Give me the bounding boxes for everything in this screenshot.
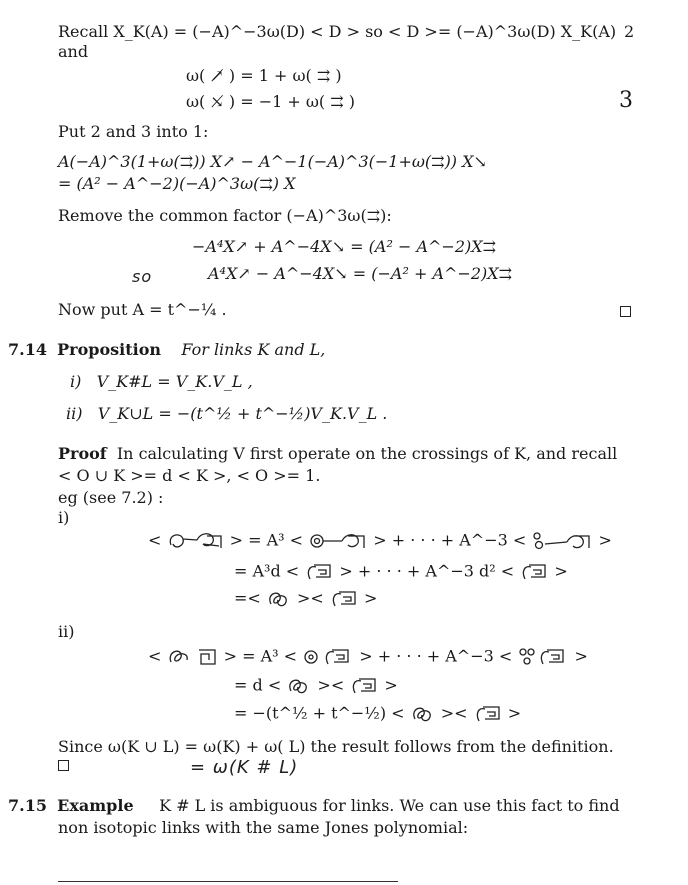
prop-text: For links K and L, [181, 340, 326, 359]
so-handwritten: so [132, 267, 153, 286]
since-line: Since ω(K ∪ L) = ω(K) + ω( L) the result follows from the definition. [58, 737, 614, 756]
knot-K-diagram [266, 588, 292, 610]
example-715-heading [8, 796, 620, 816]
prop-item-2: ii) V_K∪L = −(t^½ + t^−½)V_K.V_L . [66, 404, 388, 423]
smoothed-union-diagram [302, 646, 354, 668]
proof-line-3: eg (see 7.2) : [58, 488, 164, 507]
knot-K-diagram-3 [410, 703, 436, 725]
writhe-eq-1: ω( ↗̸ ) = 1 + ω( ⇉ ) [186, 66, 342, 85]
now-put-line: Now put A = t^−¼ . [58, 300, 227, 319]
example-line-2: non isotopic links with the same Jones polynomial: [58, 818, 469, 837]
and-line: and [58, 42, 89, 61]
bracket-eq-b1: < > = A³ < > + · · · + A^−3 < > [148, 646, 588, 668]
example-number: 7.15 [8, 796, 47, 815]
example-title: Example [57, 796, 134, 815]
link-L-diagram [304, 561, 334, 583]
disjoint-union-knot-diagram [167, 646, 219, 668]
reduced-eq-2: A⁴X↗ − A^−4X↘ = (−A² + A^−2)X⇉ [208, 264, 513, 283]
prop-number: 7.14 [8, 340, 47, 359]
bracket-eq-b2: = d < >< > [234, 675, 398, 697]
link-L-diagram-3 [329, 588, 359, 610]
unlink-knot-diagram [531, 530, 593, 552]
eq-number-3: 3 [619, 88, 633, 113]
eq-number-2: 2 [624, 22, 635, 41]
link-L-diagram-2 [519, 561, 549, 583]
recall-line: Recall X_K(A) = (−A)^−3ω(D) < D > so < D >= (−A)^3ω(D) X_K(A) [58, 22, 617, 41]
bracket-eq-a2: = A³d < > + · · · + A^−3 d² < > [234, 561, 568, 583]
bracket-eq-a1: < > = A³ < > + · · · + A^−3 < > [148, 530, 612, 552]
prop-item-1: i) V_K#L = V_K.V_L , [70, 372, 253, 391]
reduced-eq-1: −A⁴X↗ + A^−4X↘ = (A² − A^−2)X⇉ [192, 237, 497, 256]
connected-sum-knot-diagram [167, 530, 225, 552]
proof-line-2: < O ∪ K >= d < K >, < O >= 1. [58, 466, 321, 485]
example-text: K # L is ambiguous for links. We can use this fact to find [159, 796, 620, 815]
proof-line-1: Proof In calculating V first operate on the crossings of K, and recall [58, 444, 618, 463]
link-L-diagram-4 [349, 675, 379, 697]
link-L-diagram-5 [473, 703, 503, 725]
footnote-rule [58, 881, 398, 882]
remove-factor-line: Remove the common factor (−A)^3ω(⇉): [58, 206, 392, 225]
proof-line-4: i) [58, 508, 70, 527]
qed-box-2 [58, 760, 69, 771]
prop-714-heading [8, 340, 325, 360]
put-line: Put 2 and 3 into 1: [58, 122, 209, 141]
prop-title: Proposition [57, 340, 161, 359]
bracket-eq-b3: = −(t^½ + t^−½) < >< > [234, 703, 521, 725]
writhe-eq-2: ω( ↘̸ ) = −1 + ω( ⇉ ) [186, 92, 355, 111]
qed-box-1 [620, 306, 631, 317]
proof-line-5: ii) [58, 622, 75, 641]
unlink-union-diagram [517, 646, 569, 668]
handwritten-correction: = ω(K # L) [190, 757, 299, 778]
subst-line-1: A(−A)^3(1+ω(⇉)) X↗ − A^−1(−A)^3(−1+ω(⇉)) X↘ [58, 152, 487, 171]
knot-K-diagram-2 [286, 675, 312, 697]
subst-line-2: = (A² − A^−2)(−A)^3ω(⇉) X [58, 174, 296, 193]
bracket-eq-a3: =< >< > [234, 588, 377, 610]
smoothed-knot-diagram [308, 530, 368, 552]
